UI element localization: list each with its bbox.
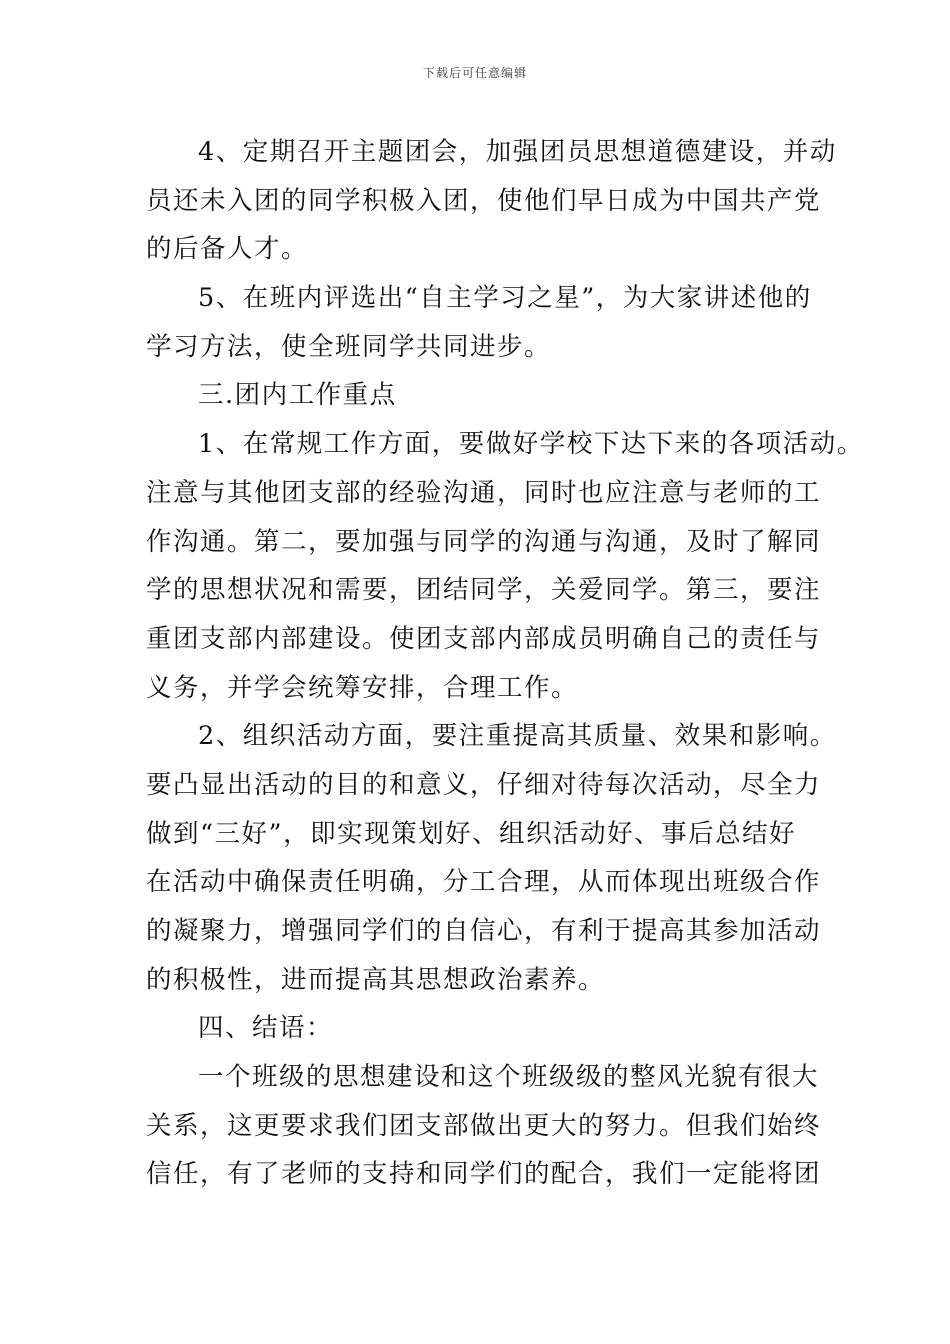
paragraph-line: 员还未入团的同学积极入团，使他们早日成为中国共产党 (146, 185, 822, 216)
paragraph-line: 重团支部内部建设。使团支部内部成员明确自己的责任与 (146, 623, 822, 654)
paragraph-line: 关系，这更要求我们团支部做出更大的努力。但我们始终 (146, 1110, 822, 1141)
paragraph-line: 注意与其他团支部的经验沟通，同时也应注意与老师的工 (146, 477, 822, 508)
document-body (146, 128, 864, 1199)
paragraph-line: 作沟通。第二，要加强与同学的沟通与沟通，及时了解同 (146, 526, 822, 557)
paragraph-line: 的凝聚力，增强同学们的自信心，有利于提高其参加活动 (146, 916, 822, 946)
paragraph-line: 学的思想状况和需要，团结同学，关爱同学。第三，要注 (146, 575, 822, 606)
paragraph-line: 在活动中确保责任明确，分工合理，从而体现出班级合作 (146, 867, 822, 898)
section-heading: 三.团内工作重点 (198, 380, 397, 411)
paragraph-line: 的后备人才。 (146, 234, 309, 265)
section-heading: 四、结语： (198, 1013, 334, 1044)
paragraph-line: 信任，有了老师的支持和同学们的配合，我们一定能将团 (146, 1159, 822, 1190)
paragraph-line: 一个班级的思想建设和这个班级级的整风光貌有很大 (198, 1062, 820, 1093)
paragraph-line: 做到“三好”，即实现策划好、组织活动好、事后总结好 (146, 818, 797, 849)
paragraph-line: 的积极性，进而提高其思想政治素养。 (146, 964, 606, 995)
paragraph-line: 4、定期召开主题团会，加强团员思想道德建设，并动 (198, 137, 837, 167)
paragraph-line: 1、在常规工作方面，要做好学校下达下来的各项活动。 (198, 429, 864, 460)
page-header: 下载后可任意编辑 (422, 66, 527, 80)
paragraph-line: 学习方法，使全班同学共同进步。 (146, 331, 552, 362)
paragraph-line: 要凸显出活动的目的和意义，仔细对待每次活动，尽全力 (146, 769, 822, 800)
paragraph-line: 义务，并学会统筹安排，合理工作。 (146, 672, 579, 703)
paragraph-line: 2、组织活动方面，要注重提高其质量、效果和影响。 (198, 721, 837, 752)
paragraph-line: 5、在班内评选出“自主学习之星”，为大家讲述他的 (198, 283, 812, 314)
